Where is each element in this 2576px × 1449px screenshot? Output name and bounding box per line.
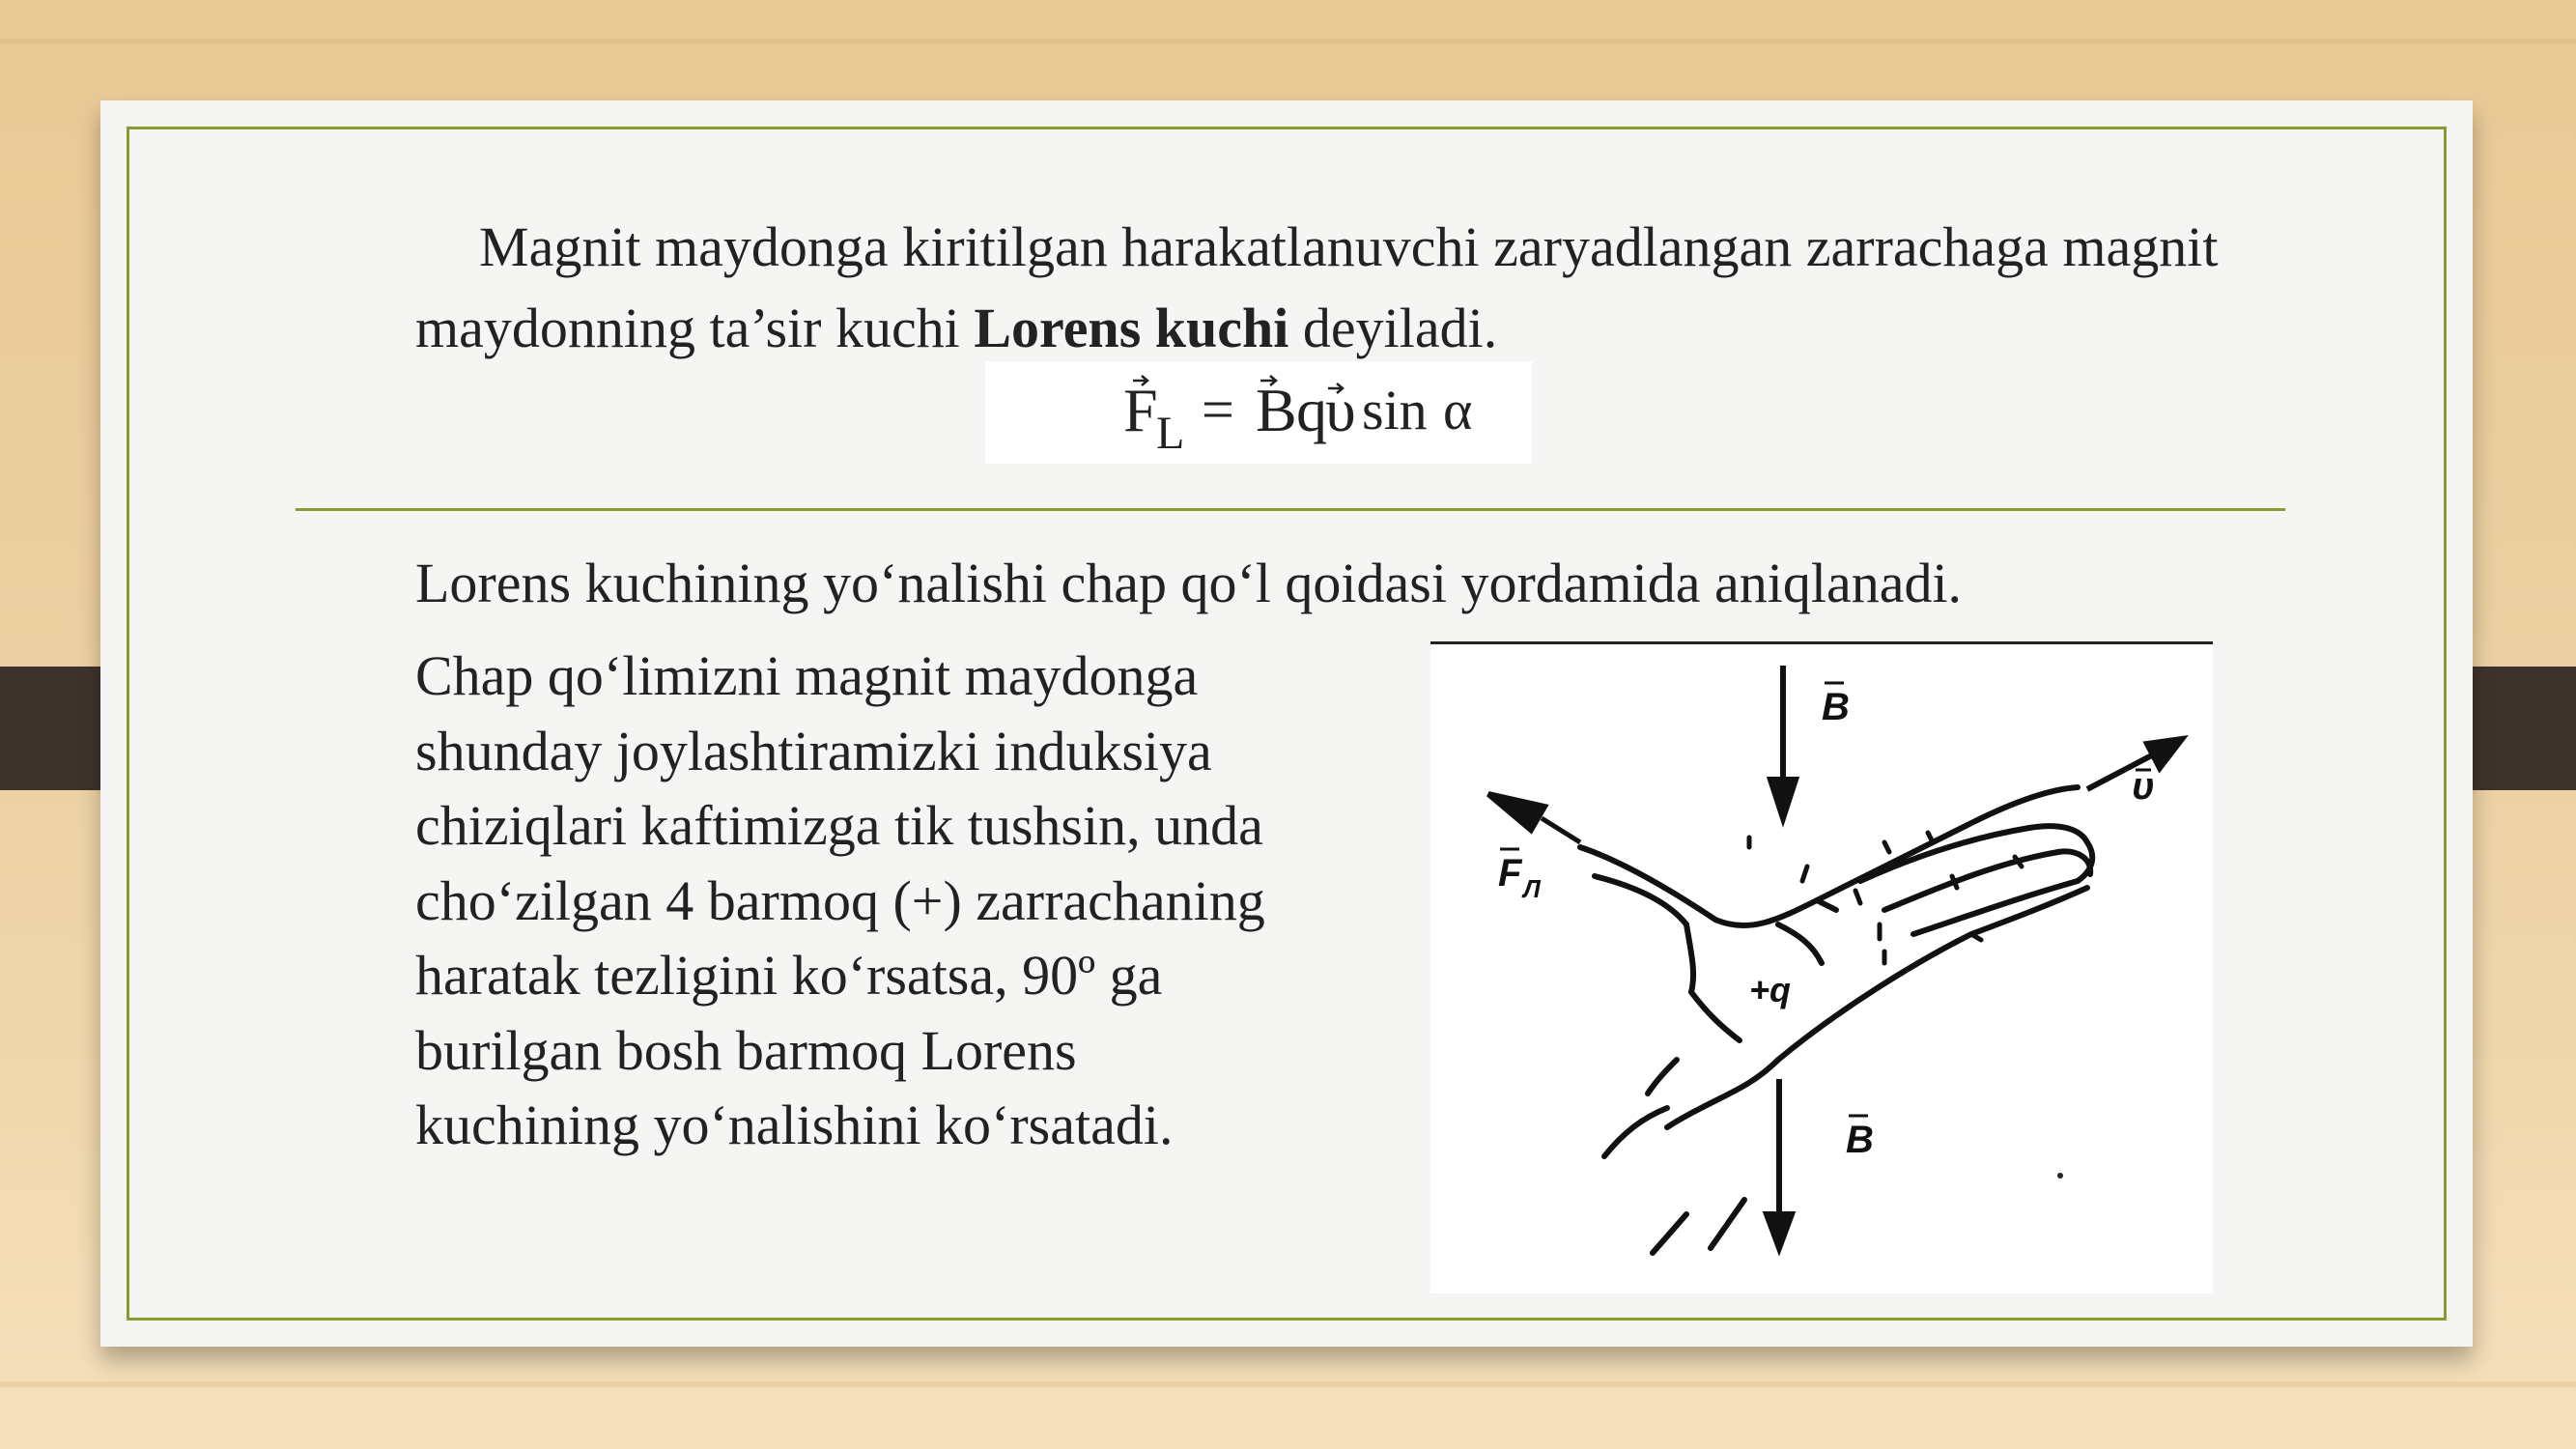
intro-paragraph xyxy=(415,207,2250,369)
intro-text-1: Magnit maydonga kiritilgan harakatlanuvchi zaryadlangan zarrachaga magnit maydonning ta’sir kuchi xyxy=(415,215,2219,359)
formula-force-subscript: L xyxy=(1156,408,1185,459)
explanation-line: haratak tezligini ko‘rsatsa, 90º ga xyxy=(415,944,1163,1007)
explanation-line: Chap qo‘limizni magnit maydonga xyxy=(415,644,1199,707)
section-divider xyxy=(296,508,2285,511)
left-hand-rule-explanation xyxy=(415,639,1381,1163)
explanation-line: chiziqlari kaftimizga tik tushsin, unda xyxy=(415,794,1263,857)
figure-label-charge: +q xyxy=(1749,970,1792,1009)
formula-sin: sin xyxy=(1362,379,1428,441)
intro-term-lorens-kuchi: Lorens kuchi xyxy=(974,297,1289,359)
figure-label-b-bottom: B xyxy=(1846,1119,1874,1161)
formula-v-symbol: υ xyxy=(1325,376,1356,444)
formula-equals: = xyxy=(1202,378,1234,441)
explanation-line: burilgan bosh barmoq Lorens xyxy=(415,1018,1077,1082)
figure-label-b-top: B xyxy=(1822,686,1850,728)
explanation-line: kuchining yo‘nalishini ko‘rsatadi. xyxy=(415,1094,1174,1156)
lorentz-formula xyxy=(985,361,1532,464)
rule-sentence: Lorens kuchining yo‘nalishi chap qo‘l qoidasi yordamida aniqlanadi. xyxy=(415,552,1963,614)
left-hand-rule-figure xyxy=(1430,641,2213,1293)
intro-text-2: deyiladi. xyxy=(1288,297,1498,359)
formula-force-symbol: F xyxy=(1123,376,1158,444)
explanation-line: shunday joylashtiramizki induksiya xyxy=(415,719,1212,782)
figure-label-force: F xyxy=(1498,852,1522,895)
figure-label-velocity: υ xyxy=(2132,765,2155,808)
formula-q-symbol: q xyxy=(1296,376,1327,444)
formula-b-symbol: B xyxy=(1256,376,1297,444)
figure-label-force-subscript: Л xyxy=(1523,874,1541,903)
slide-card xyxy=(100,100,2473,1347)
formula-alpha: α xyxy=(1443,379,1473,441)
explanation-line: cho‘zilgan 4 barmoq (+) zarrachaning xyxy=(415,868,1265,932)
